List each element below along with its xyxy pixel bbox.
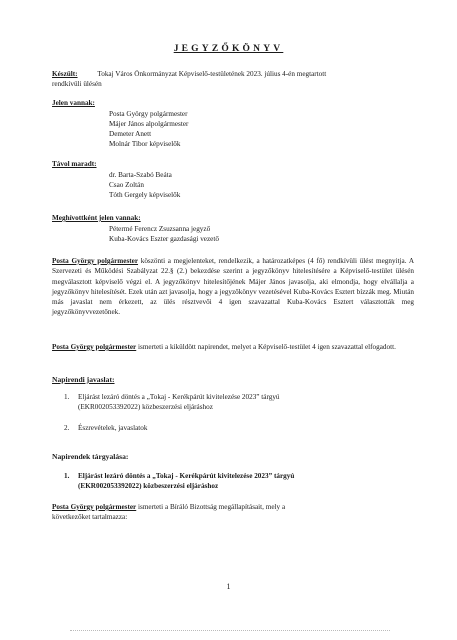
jelen-item: Posta György polgármester <box>109 110 188 118</box>
agenda-item-line1: Eljárást lezáró döntés a „Tokaj - Kerékpárút kivitelezése 2023” tárgyú <box>78 393 280 401</box>
paragraph-text: ismerteti a kiküldött napirendet, melyet a Képviselő-testület 4 igen szavazattal elfogadott. <box>136 343 396 351</box>
paragraph-text: köszönti a megjelenteket, rendelkezik, a határozatképes (4 fő) rendkívüli ülést megnyitja. A Szervezeti és Működési Szabályzat 22.§ (2.) bekezdése szerint a jegyzőkönyv hitelesítésére a Képviselő-testület ülésén megválasztott képviselő végzi el. A jegyzőkönyv hitelesítőjének Májer János javasolja, aki elmondja, hogy elvállalja a jegyzőkönyv hitelesítését. Ezek után azt javasolja, hogy a jegyzőkönyv vezetésével Kuba-Kovács Esztert bízzák meg. Miután más javaslat nem érkezett, az ülés résztvevői 4 igen szavazattal Kuba-Kovács Esztert választották meg jegyzőkönyvvezetőnek. <box>52 257 415 317</box>
discussion-item-line1: Eljárást lezáró döntés a „Tokaj - Kerékpárút kivitelezése 2023” tárgyú <box>78 472 295 480</box>
meghivott-heading: Meghívottként jelen vannak: <box>52 214 141 222</box>
discussion-item-line2: (EKR002053392022) közbeszerzési eljáráshoz <box>78 482 219 490</box>
keszult-label: Készült: <box>52 70 78 78</box>
committee-paragraph-line1 <box>52 503 285 512</box>
committee-paragraph-line2: következőket tartalmazza: <box>52 513 128 521</box>
discussion-item-num: 1. <box>64 472 70 480</box>
jelen-item: Májer János alpolgármester <box>109 120 189 128</box>
speaker-name: Posta György polgármester <box>52 503 137 511</box>
scan-edge-divider <box>70 630 390 633</box>
agenda-item-num: 1. <box>64 393 70 401</box>
keszult-text: Tokaj Város Önkormányzat Képviselő-testületének 2023. július 4-én megtartott <box>97 70 327 78</box>
jelen-item: Molnár Tibor képviselők <box>109 140 181 148</box>
meghivott-item: Pétermé Ferencz Zsuzsanna jegyző <box>109 225 211 233</box>
targyalasa-heading: Napirendek tárgyalása: <box>52 452 129 461</box>
keszult-line1 <box>52 70 326 79</box>
tavol-item: dr. Barta-Szabó Beáta <box>109 171 172 179</box>
meghivott-item: Kuba-Kovács Eszter gazdasági vezető <box>109 235 219 243</box>
jelen-heading: Jelen vannak: <box>52 99 95 107</box>
speaker-name: Posta György polgármester <box>52 257 139 265</box>
page-number: 1 <box>226 582 231 591</box>
tavol-item: Tóth Gergely képviselők <box>109 191 181 199</box>
tavol-heading: Távol maradt: <box>52 160 97 168</box>
agenda-item-line2: (EKR002053392022) közbeszerzési eljáráshoz <box>78 403 213 411</box>
agenda-item-num: 2. <box>64 424 70 432</box>
jelen-item: Demeter Anett <box>109 130 152 138</box>
tavol-item: Csao Zoltán <box>109 181 144 189</box>
keszult-line2: rendkívüli ülésén <box>52 80 102 88</box>
opening-paragraph <box>52 256 414 318</box>
document-title: JEGYZŐKÖNYV <box>173 44 284 54</box>
agenda-paragraph <box>52 342 414 352</box>
paragraph-text: ismerteti a Bíráló Bizottság megállapításait, mely a <box>136 503 286 511</box>
napirendi-heading: Napirendi javaslat: <box>52 375 115 384</box>
agenda-item-line1: Észrevételek, javaslatok <box>78 424 148 432</box>
speaker-name: Posta György polgármester <box>52 343 137 351</box>
